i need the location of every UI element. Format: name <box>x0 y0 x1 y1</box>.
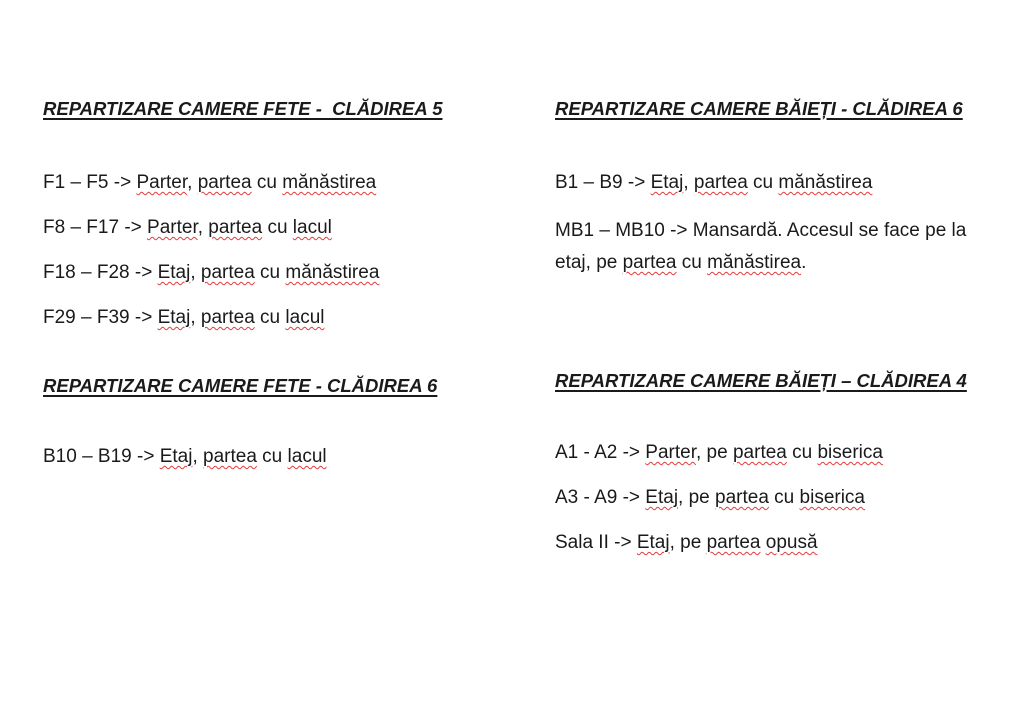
side-word: partea <box>622 252 677 273</box>
room-list <box>555 440 995 556</box>
room-line <box>555 440 995 466</box>
room-range: B10 – B19 -> <box>43 446 160 467</box>
connector-text: cu <box>747 172 779 193</box>
side-word: partea <box>706 532 761 553</box>
room-range: B1 – B9 -> <box>555 172 651 193</box>
room-range: F18 – F28 -> <box>43 262 158 283</box>
separator-text: , <box>197 217 209 238</box>
connector-text: cu <box>676 252 708 273</box>
attic-paragraph <box>555 215 995 279</box>
section-girls-building-5 <box>43 98 483 350</box>
room-range: A3 - A9 -> <box>555 487 646 508</box>
room-range: F8 – F17 -> <box>43 217 148 238</box>
landmark-text: lacul <box>285 307 325 328</box>
room-line <box>43 260 483 286</box>
room-list <box>555 170 995 279</box>
separator-text: , <box>683 172 694 193</box>
side-word: partea <box>732 442 787 463</box>
floor-text: Etaj <box>650 172 684 193</box>
section-heading: REPARTIZARE CAMERE BĂIEȚI - CLĂDIREA 6 <box>555 98 963 119</box>
side-word: partea <box>200 262 255 283</box>
room-line <box>43 215 483 241</box>
connector-text: cu <box>786 442 818 463</box>
separator-text: , <box>190 307 201 328</box>
floor-text: Parter <box>147 217 198 238</box>
section-heading: REPARTIZARE CAMERE BĂIEȚI – CLĂDIREA 4 <box>555 370 967 391</box>
room-range: F1 – F5 -> <box>43 172 137 193</box>
floor-text: Etaj <box>157 307 191 328</box>
room-line <box>43 444 483 470</box>
room-line <box>555 485 995 511</box>
attic-text: MB1 – MB10 -> Mansardă. Accesul se face pe la etaj, pe <box>555 220 967 273</box>
landmark-text: biserica <box>799 487 866 508</box>
period-text: . <box>801 252 807 273</box>
connector-text: cu <box>254 262 286 283</box>
separator-text: , <box>187 172 198 193</box>
section-boys-building-6 <box>555 98 995 279</box>
landmark-text: mănăstirea <box>778 172 873 193</box>
connector-text: cu <box>768 487 800 508</box>
floor-text: Etaj <box>159 446 193 467</box>
section-heading: REPARTIZARE CAMERE FETE - CLĂDIREA 5 <box>43 98 443 119</box>
landmark-text: biserica <box>817 442 883 463</box>
side-word: partea <box>208 217 263 238</box>
room-line <box>555 530 995 556</box>
room-range: Sala II -> <box>555 532 637 553</box>
separator-text: , pe <box>696 442 733 463</box>
separator-text: , pe <box>678 487 716 508</box>
separator-text: , <box>190 262 201 283</box>
separator-text: , pe <box>669 532 707 553</box>
side-word: partea <box>197 172 252 193</box>
landmark-text: lacul <box>292 217 332 238</box>
floor-text: Etaj <box>636 532 670 553</box>
connector-text: cu <box>254 307 286 328</box>
floor-text: Parter <box>645 442 696 463</box>
room-range: A1 - A2 -> <box>555 442 646 463</box>
floor-text: Etaj <box>157 262 191 283</box>
side-word: partea <box>203 446 257 467</box>
side-word: partea <box>200 307 255 328</box>
room-line <box>43 170 483 196</box>
side-word: partea <box>715 487 769 508</box>
room-range: F29 – F39 -> <box>43 307 158 328</box>
landmark-text: opusă <box>765 532 818 553</box>
section-girls-building-6 <box>43 375 483 489</box>
landmark-text: lacul <box>287 446 327 467</box>
landmark-text: mănăstirea <box>285 262 380 283</box>
connector-text: cu <box>251 172 283 193</box>
room-line <box>43 305 483 331</box>
room-list <box>43 444 483 470</box>
connector-text: cu <box>262 217 293 238</box>
room-list <box>43 170 483 331</box>
room-line <box>555 170 995 196</box>
separator-text: , <box>192 446 204 467</box>
section-heading: REPARTIZARE CAMERE FETE - CLĂDIREA 6 <box>43 375 438 396</box>
floor-text: Parter <box>136 172 188 193</box>
landmark-text: mănăstirea <box>707 252 802 273</box>
section-boys-building-4 <box>555 370 995 575</box>
landmark-text: mănăstirea <box>282 172 377 193</box>
floor-text: Etaj <box>645 487 679 508</box>
connector-text: cu <box>256 446 288 467</box>
side-word: partea <box>693 172 748 193</box>
